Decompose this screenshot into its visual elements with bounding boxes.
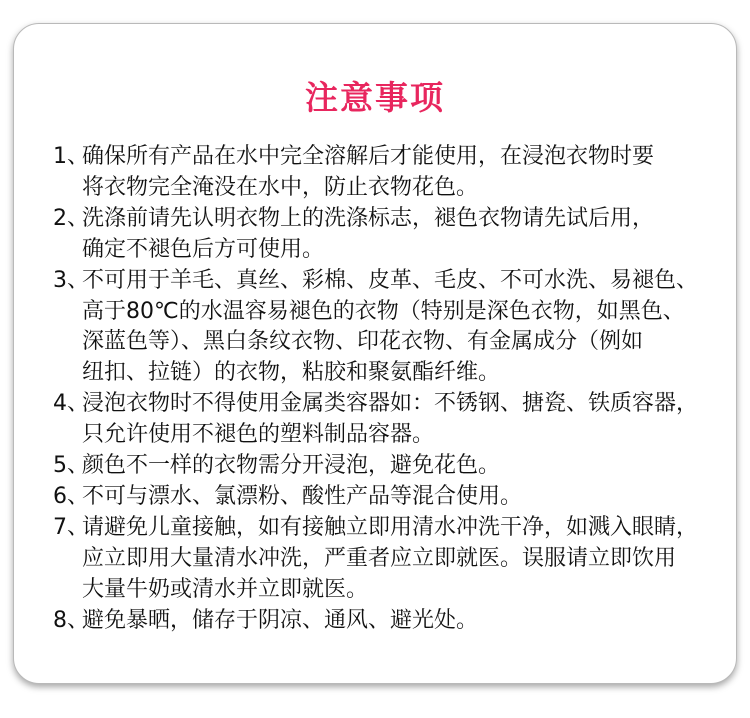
item-number: 4、: [53, 391, 89, 417]
notice-item-line: [53, 235, 743, 266]
item-text: 请避免儿童接触，如有接触立即用清水冲洗干净，如溅入眼睛，: [82, 514, 699, 540]
notice-item-7: [53, 513, 743, 606]
notice-item-5: [53, 451, 743, 482]
notice-item-8: [53, 606, 743, 637]
notice-item-line: [53, 173, 743, 204]
notice-item-line: [53, 389, 743, 420]
item-number: 6、: [53, 483, 89, 509]
notice-item-line: [53, 606, 743, 637]
notice-item-6: [53, 482, 743, 513]
notice-item-line: [53, 451, 743, 482]
item-number: 8、: [53, 607, 89, 633]
notice-item-line: [53, 204, 743, 235]
notice-item-line: [53, 266, 743, 297]
item-text: 不可与漂水、氯漂粉、酸性产品等混合使用。: [82, 483, 523, 509]
item-text: 将衣物完全淹没在水中，防止衣物花色。: [82, 174, 479, 200]
item-text: 确定不褪色后方可使用。: [82, 236, 325, 262]
item-number: 7、: [53, 514, 89, 540]
item-text: 大量牛奶或清水并立即就医。: [82, 576, 369, 602]
notice-item-line: [53, 358, 743, 389]
item-number: 2、: [53, 205, 89, 231]
notice-list: [53, 142, 743, 637]
notice-item-line: [53, 297, 743, 328]
notice-title: 注意事项: [305, 78, 445, 117]
notice-item-line: [53, 575, 743, 606]
item-number: 3、: [53, 267, 89, 293]
notice-card: [13, 23, 737, 684]
item-text: 深蓝色等）、黑白条纹衣物、印花衣物、有金属成分（例如: [82, 329, 644, 355]
item-number: 5、: [53, 453, 89, 479]
item-number: 1、: [53, 144, 89, 169]
item-text: 高于80℃的水温容易褪色的衣物（特别是深色衣物，如黑色、: [82, 298, 685, 324]
item-text: 浸泡衣物时不得使用金属类容器如：不锈钢、搪瓷、铁质容器，: [82, 391, 699, 417]
notice-item-line: [53, 142, 743, 173]
notice-item-3: [53, 266, 743, 390]
notice-item-4: [53, 389, 743, 451]
item-text: 只允许使用不褪色的塑料制品容器。: [82, 422, 435, 448]
notice-item-2: [53, 204, 743, 266]
item-text: 确保所有产品在水中完全溶解后才能使用，在浸泡衣物时要: [82, 144, 655, 169]
notice-item-line: [53, 544, 743, 575]
notice-item-line: [53, 513, 743, 544]
item-text: 洗涤前请先认明衣物上的洗涤标志，褪色衣物请先试后用，: [82, 205, 655, 231]
item-text: 应立即用大量清水冲洗，严重者应立即就医。误服请立即饮用: [82, 545, 677, 571]
notice-item-1: [53, 142, 743, 204]
notice-item-line: [53, 327, 743, 358]
item-text: 颜色不一样的衣物需分开浸泡，避免花色。: [82, 453, 501, 479]
item-text: 不可用于羊毛、真丝、彩棉、皮革、毛皮、不可水洗、易褪色、: [82, 267, 699, 293]
notice-item-line: [53, 482, 743, 513]
notice-item-line: [53, 420, 743, 451]
item-text: 避免暴晒，储存于阴凉、通风、避光处。: [82, 607, 479, 633]
item-text: 纽扣、拉链）的衣物，粘胶和聚氨酯纤维。: [82, 360, 501, 386]
